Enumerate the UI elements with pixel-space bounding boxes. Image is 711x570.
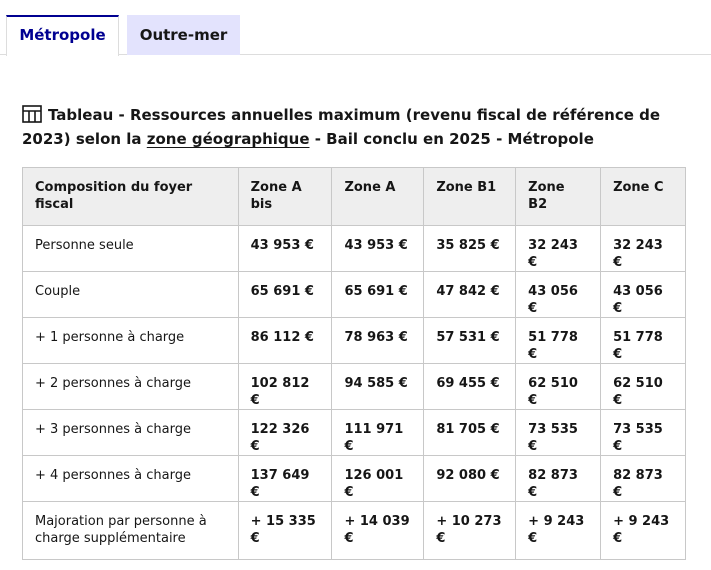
table-caption	[22, 103, 672, 151]
cell-value: 94 585 €	[332, 364, 424, 410]
tab-metropole[interactable]: Métropole	[6, 15, 119, 56]
cell-value: 65 691 €	[332, 272, 424, 318]
cell-value: 69 455 €	[424, 364, 516, 410]
cell-value: 111 971 €	[332, 410, 424, 456]
cell-value: 73 535 €	[601, 410, 686, 456]
tab-outre-mer[interactable]: Outre-mer	[127, 15, 240, 55]
cell-value: 78 963 €	[332, 318, 424, 364]
column-header: Zone A bis	[238, 168, 332, 226]
cell-value: 43 953 €	[332, 226, 424, 272]
table-row	[23, 502, 686, 560]
row-label: + 3 personnes à charge	[23, 410, 239, 456]
cell-value: + 15 335 €	[238, 502, 332, 560]
caption-text-2: - Bail conclu en 2025 - Métropole	[309, 130, 594, 148]
cell-value: 65 691 €	[238, 272, 332, 318]
cell-value: 35 825 €	[424, 226, 516, 272]
cell-value: 51 778 €	[516, 318, 601, 364]
column-header: Zone A	[332, 168, 424, 226]
column-header: Composition du foyer fiscal	[23, 168, 239, 226]
cell-value: 47 842 €	[424, 272, 516, 318]
table-row	[23, 272, 686, 318]
row-label: Majoration par personne à charge supplémentaire	[23, 502, 239, 560]
table-row	[23, 456, 686, 502]
cell-value: + 10 273 €	[424, 502, 516, 560]
cell-value: 102 812 €	[238, 364, 332, 410]
cell-value: 32 243 €	[516, 226, 601, 272]
caption-text-1: Tableau - Ressources annuelles maximum (revenu fiscal de référence de 2023) selon la	[22, 106, 661, 148]
cell-value: 86 112 €	[238, 318, 332, 364]
cell-value: 62 510 €	[516, 364, 601, 410]
cell-value: 43 953 €	[238, 226, 332, 272]
cell-value: 137 649 €	[238, 456, 332, 502]
table-header-row	[23, 168, 686, 226]
table-row	[23, 364, 686, 410]
column-header: Zone C	[601, 168, 686, 226]
cell-value: 51 778 €	[601, 318, 686, 364]
cell-value: + 9 243 €	[601, 502, 686, 560]
row-label: + 2 personnes à charge	[23, 364, 239, 410]
cell-value: 92 080 €	[424, 456, 516, 502]
cell-value: + 9 243 €	[516, 502, 601, 560]
table-row	[23, 226, 686, 272]
cell-value: + 14 039 €	[332, 502, 424, 560]
cell-value: 57 531 €	[424, 318, 516, 364]
cell-value: 126 001 €	[332, 456, 424, 502]
cell-value: 81 705 €	[424, 410, 516, 456]
cell-value: 43 056 €	[601, 272, 686, 318]
cell-value: 32 243 €	[601, 226, 686, 272]
cell-value: 82 873 €	[516, 456, 601, 502]
table-row	[23, 410, 686, 456]
resources-table	[22, 167, 686, 560]
column-header: Zone B1	[424, 168, 516, 226]
row-label: Couple	[23, 272, 239, 318]
row-label: + 1 personne à charge	[23, 318, 239, 364]
zone-geographique-link[interactable]: zone géographique	[146, 130, 310, 148]
column-header: Zone B2	[516, 168, 601, 226]
row-label: Personne seule	[23, 226, 239, 272]
cell-value: 82 873 €	[601, 456, 686, 502]
cell-value: 73 535 €	[516, 410, 601, 456]
tab-bar	[0, 0, 711, 55]
cell-value: 43 056 €	[516, 272, 601, 318]
table-row	[23, 318, 686, 364]
cell-value: 122 326 €	[238, 410, 332, 456]
cell-value: 62 510 €	[601, 364, 686, 410]
row-label: + 4 personnes à charge	[23, 456, 239, 502]
table-icon	[22, 105, 42, 123]
